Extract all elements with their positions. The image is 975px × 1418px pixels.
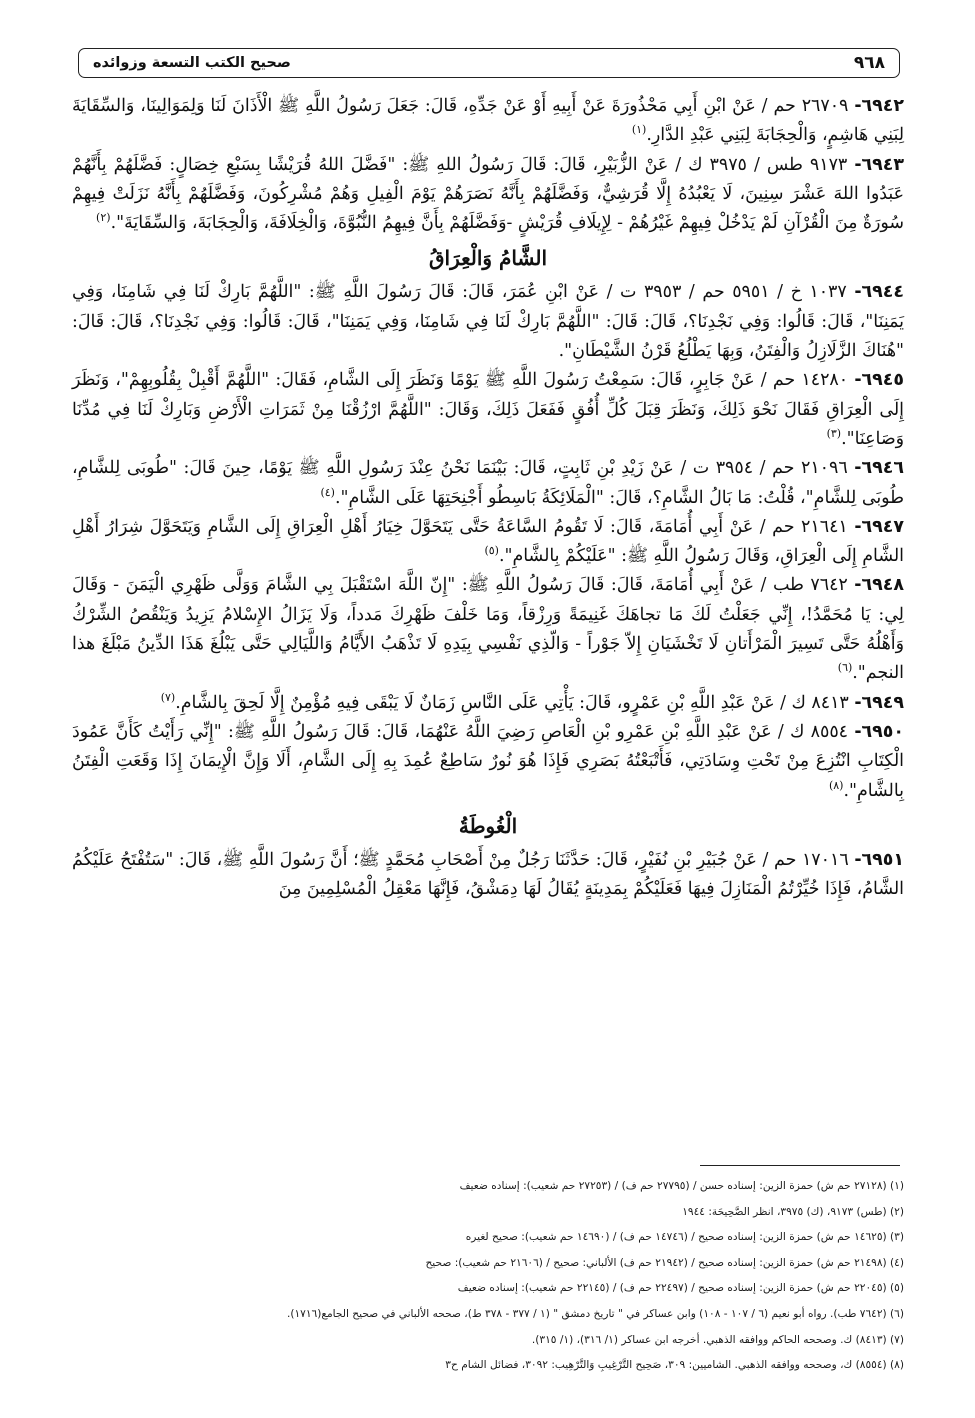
footnote-ref: (٣): [826, 427, 842, 441]
footnote-ref: (٤): [320, 485, 335, 499]
hadith-number: ٦٩٤٥-: [854, 370, 904, 391]
hadith-refs: ٢٦٧٠٩ حم /: [755, 96, 849, 116]
hadith-refs: ٨٤١٣ ك /: [774, 692, 849, 713]
hadith-text: عَنْ ابْنِ أَبِي مَحْذُورَةَ عَنْ أَبِيهِ أَوْ عَنْ جَدِّهِ، قَالَ: جَعَلَ رَسُولُ اللَّهِ ﷺ الْأَذَانَ لَنَا وَلِمَوَالِينَا، وَالسِّقَايَةَ لِبَنِي هَاشِمٍ، وَالْحِجَابَةَ لِبَنِي عَبْدِ الدَّارِ.: [72, 96, 904, 146]
hadith-refs: ٩١٧٣ طس / ٣٩٧٥ ك /: [668, 154, 848, 175]
hadith-number: ٦٩٥٠-: [854, 721, 905, 742]
footnote-3: (٣) (١٤٦٢٥ حم ش) حمزة الزين: إسناده صحيح / (١٤٧٤٦ حم ف) / (١٤٦٩٠ حم شعيب): صحيح لغيره: [465, 1231, 904, 1244]
hadith-text: عَنْ أَبِي أُمَامَةَ، قَالَ: قَالَ رَسُولُ اللَّهِ ﷺ: "إِنّ اللَّهَ اسْتَقْبَلَ بِي الشَّامَ وَوَلَّى ظَهْرِي الْيَمَنَ - وَقَالَ لِي: يَا مُحَمَّدُ!، إِنِّي جَعَلْتُ لَكَ مَا تجاهَكَ غَنِيمَةً وَرِزْقاً، وَمَا خَلْفَ ظَهْرِكَ مَدداً، وَلَا يَزَالُ الإِسْلامُ يَزِيدُ وَيَنْقُصُ الشِّرْكُ وَأَهْلُهُ حَتَّى تَسِيرَ الْمَرْأَتانِ لَا تَخْشَيَانِ إِلاّ جَوْراً - وَالّذِي نَفْسِي بِيَدِهِ لَا تَذْهَبُ الأَيَّامُ وَاللَّيَالِي حَتَّى يَبْلُغَ هَذَا الدِّينُ مَبْلَغَ هذا النجم".: [72, 575, 904, 684]
hadith-refs: ٢١٠٩٦ حم / ٣٩٥٤ ت /: [673, 458, 848, 479]
hadith-number: ٦٩٤٨-: [854, 575, 904, 596]
hadith-refs: ١٧٠١٦ حم /: [756, 849, 849, 870]
footnote-ref: (١): [631, 123, 647, 137]
footnote-2: (٢) (طس) ٩١٧٣، (ك) ٣٩٧٥، انظر الصَّحِيحَة: ١٩٤٤: [682, 1205, 904, 1218]
hadith-number: ٦٩٥١-: [854, 849, 904, 870]
footnote-8: (٨) (٨٥٥٤) ك، وصححه ووافقه الذهبي. الشاميين: ٣٠٩، صَحِيح التَّرْغِيبِ وَالتَّرْهِيب: ٣٠٩٢، فضائل الشام ح٣: [445, 1359, 904, 1372]
page-header: [78, 48, 900, 78]
hadith-text: عَنْ الزُّبَيْرِ، قَالَ: قَالَ رَسُولُ اللهِ ﷺ: "فَضَّلَ اللهُ قُرَيْشًا بِسَبْعِ خِصَالٍ: فَضَّلَهُمْ بِأَنَّهُمْ عَبَدُوا اللهَ عَشْرَ سِنِينَ، لَا يَعْبُدُهُ إِلَّا قُرَشِيٌّ، وَفَضَّلَهُمْ بِأَنَّهُ نَصَرَهُمْ يَوْمَ الْفِيلِ وَهُمْ مُشْرِكُونَ، وَفَضَّلَهُمْ بِأَنَّهُ نَزَلَتْ فِيهِمْ سُورَةٌ مِنَ الْقُرْآنِ لَمْ يَدْخُلْ فِيهِمْ غَيْرُهُمْ - لِإِيلَافِ قُرَيْشٍ -وَفَضَّلَهُمْ بِأَنَّ فِيهِمُ النُّبُوَّةَ، وَالْخِلَافَةَ، وَالْحِجَابَةَ، وَالسِّقَايَةَ".: [72, 154, 904, 234]
hadith-6942: [72, 92, 904, 151]
hadith-text: عَنْ جَابِرٍ، قَالَ: سَمِعْتُ رَسُولَ اللَّهِ ﷺ يَوْمًا وَنَظَرَ إِلَى الشَّامِ، فَقَالَ: "اللَّهُمَّ أَقْبِلْ بِقُلُوبِهِمْ"، وَنَظَرَ إِلَى الْعِرَاقِ فَقَالَ نَحْوَ ذَلِكَ، وَنَظَرَ قِبَلَ كُلِّ أُفُقٍ فَفَعَلَ ذَلِكَ، وَقَالَ: "اللَّهُمَّ ارْزُقْنَا مِنْ ثَمَرَاتِ الْأَرْضِ وَبَارِكْ لَنَا فِي مُدِّنَا وَصَاعِنَا".: [72, 370, 904, 449]
page-number: ٩٦٨: [853, 53, 885, 73]
hadith-6951: [72, 846, 904, 905]
hadith-text: عَنْ أَبِي أُمَامَةَ، قَالَ: لَا تَقُومُ السَّاعَةُ حَتَّى يَتَحَوَّلَ خِيَارُ أَهْلِ الْعِرَاقِ إِلَى الشَّامِ وَيَتَحَوَّلَ شِرَارُ أَهْلِ الشَّامِ إِلَى الْعِرَاقِ، وَقَالَ رَسُولُ اللَّهِ ﷺ: "عَلَيْكُمْ بِالشَّامِ".: [72, 516, 904, 567]
hadith-number: ٦٩٤٤-: [854, 282, 904, 303]
footnote-ref: (٥): [484, 544, 499, 558]
book-title: صحيح الكتب التسعة وزوائده: [93, 55, 291, 71]
hadith-text: عَنْ زَيْدِ بْنِ ثَابِتٍ، قَالَ: بَيْنَمَا نَحْنُ عِنْدَ رَسُولِ اللَّهِ ﷺ يَوْمًا، حِينَ قَالَ: "طُوبَى لِلشَّامِ، طُوبَى لِلشَّامِ"، قُلْتُ: مَا بَالُ الشَّامِ؟، قَالَ: "الْمَلَائِكَةُ بَاسِطُو أَجْنِحَتِهَا عَلَى الشَّامِ".: [72, 458, 904, 508]
hadith-number: ٦٩٤٧-: [854, 516, 904, 537]
hadith-6950: [72, 718, 904, 806]
footnote-6: (٦) (٧٦٤٢ طب). رواه أبو نعيم (٦ / ١٠٧ - ١٠٨) وابن عساكر في " تاريخ دمشق " (١ / ٣٧٧ - ٣٧٨ ط)، صححه الألباني في صحيح الجامع(١٧١٦).: [286, 1307, 904, 1320]
footnote-4: (٤) (٢١٤٩٨ حم ش) حمزة الزين: إسناده صحيح / (٢١٩٤٢ حم ف) الألباني: صحيح / (٢١٦٠٦ حم شعيب): صحيح: [425, 1256, 904, 1269]
footnote-separator: [700, 1165, 900, 1166]
hadith-6948: [72, 571, 904, 688]
footnote-7: (٧) (٨٤١٣) ك. وصححه الحاكم ووافقه الذهبي. أخرجه ابن عساكر (١/ ٣١٦)، (١/ ٣١٥).: [531, 1333, 904, 1346]
hadith-body: [72, 92, 904, 904]
footnotes: [72, 1174, 904, 1379]
hadith-refs: ١٠٣٧ خ / ٥٩٥١ حم / ٣٩٥٣ ت /: [599, 282, 847, 303]
footnote-ref: (٨): [828, 778, 844, 792]
hadith-text: عَنْ جُبَيْرِ بْنِ نُفَيْرٍ، قَالَ: حَدَّثَنَا رَجُلٌ مِنْ أَصْحَابِ مُحَمَّدٍ ﷺ؛ أَنَّ رَسُولَ اللَّهِ ﷺ، قَالَ: "سَتُفْتَحُ عَلَيْكُمُ الشَّامُ، فَإِذَا خُيِّرْتُمُ الْمَنَازِلَ فِيهَا فَعَلَيْكُمْ بِمَدِينَةٍ يُقَالُ لَهَا دِمَشْقُ، فَإِنَّهَا مَعْقِلُ الْمُسْلِمِينَ مِنَ: [72, 849, 904, 900]
hadith-number: ٦٩٤٦-: [854, 458, 904, 479]
hadith-refs: ١٤٢٨٠ حم /: [754, 370, 849, 391]
footnote-ref: (٢): [96, 211, 111, 225]
hadith-refs: ٢١٦٤١ حم /: [753, 516, 848, 537]
footnote-ref: (٦): [837, 661, 853, 675]
footnote-ref: (٧): [160, 690, 176, 704]
hadith-refs: ٧٦٤٢ طب /: [754, 575, 848, 596]
hadith-6943: [72, 151, 904, 239]
section-heading-sham-iraq: الشَّامُ وَالْعِرَاقُ: [429, 246, 547, 271]
footnote-5: (٥) (٢٢٠٤٥ حم ش) حمزة الزين: إسناده صحيح / (٢٢٤٩٧ حم ف) / (٢٢١٤٥ حم شعيب): إسناده ضعيف: [457, 1282, 904, 1295]
hadith-number: ٦٩٤٣-: [854, 154, 904, 175]
section-heading-ghouta: الْغُوطَةُ: [458, 813, 518, 838]
hadith-number: ٦٩٤٢-: [854, 96, 905, 116]
hadith-6947: [72, 513, 904, 572]
hadith-6949: [72, 689, 904, 718]
hadith-6946: [72, 454, 904, 513]
hadith-6944: [72, 278, 904, 366]
footnote-1: (١) (٢٧١٢٨ حم ش) حمزة الزين: إسناده حسن / (٢٧٧٩٥ حم ف) / (٢٧٢٥٣ حم شعيب): إسناده ضعيف: [459, 1180, 904, 1192]
hadith-number: ٦٩٤٩-: [854, 692, 904, 713]
hadith-refs: ٨٥٥٤ ك /: [771, 721, 849, 742]
hadith-text: عَنْ عَبْدِ اللَّهِ بْنِ عَمْرِو بْنِ الْعَاصِ رَضِيَ اللَّهُ عَنْهُمَا، قَالَ: قَالَ رَسُولُ اللَّهِ ﷺ: "إِنِّي رَأَيْتُ كَأَنَّ عَمُودَ الْكِتَابِ انْتُزِعَ مِنْ تَحْتِ وِسَادَتِي، فَأَتْبَعْتُهُ بَصَرِي فَإِذَا هُوَ نُورٌ سَاطِعٌ عُمِدَ بِهِ إِلَى الشَّامِ، أَلَا وَإِنَّ الْإِيمَانَ إِذَا وَقَعَتِ الْفِتَنُ بِالشَّامِ".: [72, 721, 904, 801]
hadith-text: عَنْ ابْنِ عُمَرَ، قَالَ: قَالَ رَسُولَ اللَّهِ ﷺ: "اللَّهُمَّ بَارِكْ لَنَا فِي شَامِنَا، وَفِي يَمَنِنَا"، قَالَ: قَالُوا: وَفِي نَجْدِنَا؟، قَالَ: قَالَ: "اللَّهُمَّ بَارِكْ لَنَا فِي شَامِنَا، وَفِي يَمَنِنَا"، قَالَ: قَالُوا: وَفِي نَجْدِنَا؟، قَالَ: قَالَ: "هُنَاكَ الزَّلَازِلُ وَالْفِتَنُ، وَبِهَا يَطْلُعُ قَرْنُ الشَّيْطَانِ".: [72, 282, 904, 362]
hadith-6945: [72, 366, 904, 454]
hadith-text: عَنْ عَبْدِ اللَّهِ بْنِ عَمْرٍو، قَالَ: يَأْتِي عَلَى النَّاسِ زَمَانٌ لَا يَبْقَى فِيهِ مُؤْمِنٌ إِلَّا لَحِقَ بِالشَّامِ.: [175, 692, 775, 713]
